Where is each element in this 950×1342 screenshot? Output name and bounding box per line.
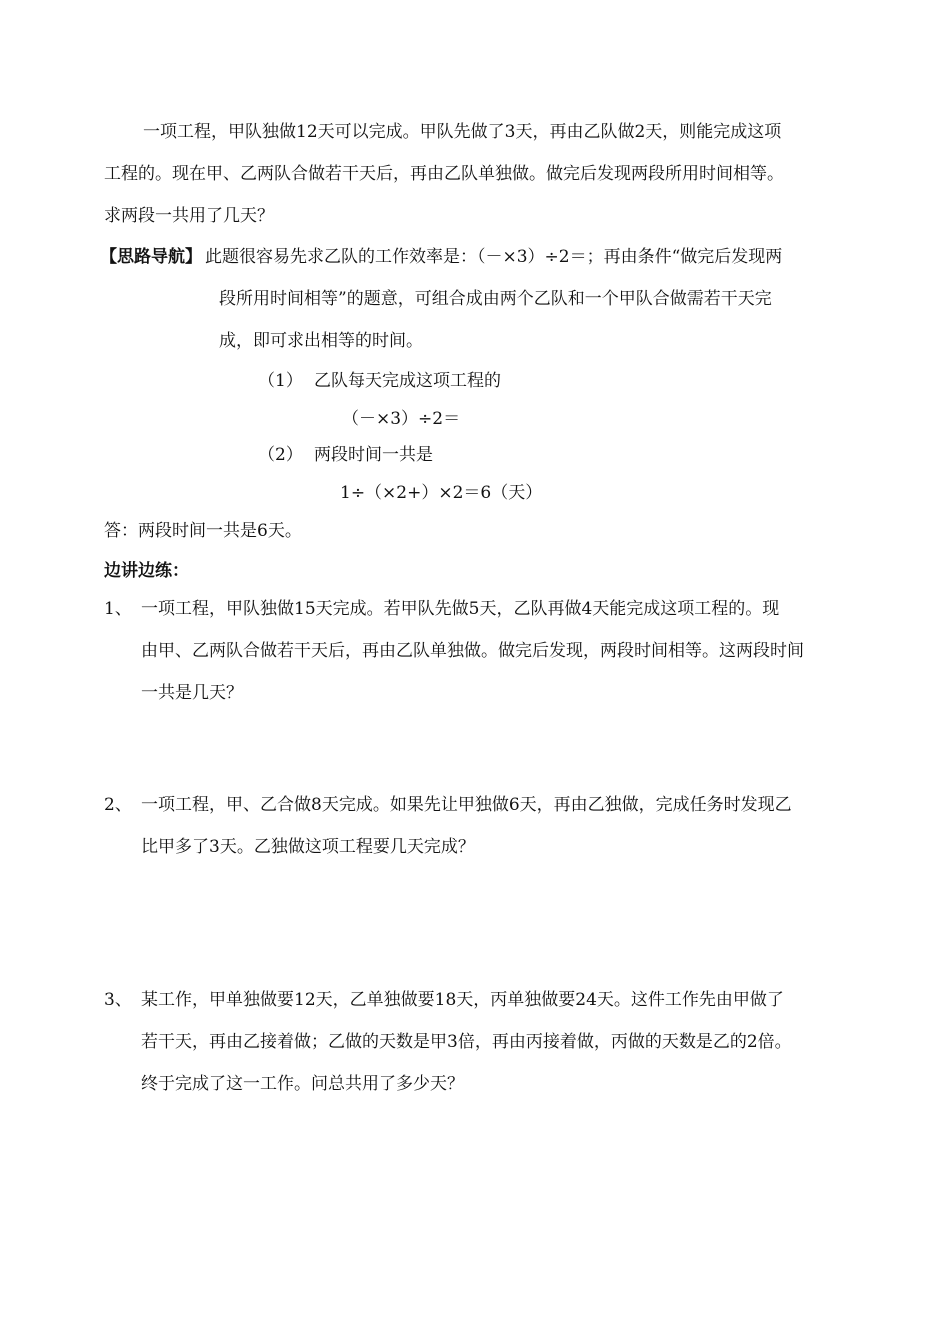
practice-heading: 边讲边练： xyxy=(104,561,189,581)
answer: 答：两段时间一共是6天。 xyxy=(104,521,302,541)
guide-label: 【思路导航】 xyxy=(100,247,202,267)
practice-item-3-line-2: 若干天，再由乙接着做；乙做的天数是甲3倍，再由丙接着做，丙做的天数是乙的2倍。 xyxy=(141,1032,792,1052)
step-number: （2） xyxy=(258,445,303,465)
practice-item-1-line-3: 一共是几天？ xyxy=(141,683,243,703)
step-1-formula: （－×3）÷2＝ xyxy=(342,409,461,429)
step-2-formula: 1÷（×2+）×2＝6（天） xyxy=(340,483,543,503)
guide-line-3: 成，即可求出相等的时间。 xyxy=(219,331,423,351)
practice-item-1-line-1: 一项工程，甲队独做15天完成。若甲队先做5天，乙队再做4天能完成这项工程的。现 xyxy=(141,599,780,619)
practice-item-2-number: 2、 xyxy=(104,795,132,815)
practice-item-2-line-1: 一项工程，甲、乙合做8天完成。如果先让甲独做6天，再由乙独做，完成任务时发现乙 xyxy=(141,795,792,815)
step-number: （1） xyxy=(258,371,303,391)
practice-item-3-number: 3、 xyxy=(104,990,132,1010)
practice-item-3-line-3: 终于完成了这一工作。问总共用了多少天？ xyxy=(141,1074,464,1094)
guide-line-1: 此题很容易先求乙队的工作效率是：（－×3）÷2＝；再由条件“做完后发现两 xyxy=(205,247,783,267)
practice-item-1-line-2: 由甲、乙两队合做若干天后，再由乙队单独做。做完后发现，两段时间相等。这两段时间 xyxy=(141,641,804,661)
problem-line-3: 求两段一共用了几天？ xyxy=(104,206,274,226)
problem-line-1: 一项工程，甲队独做12天可以完成。甲队先做了3天，再由乙队做2天，则能完成这项 xyxy=(143,122,782,142)
guide-line-2: 段所用时间相等”的题意，可组合成由两个乙队和一个甲队合做需若干天完 xyxy=(219,289,772,309)
practice-item-3-line-1: 某工作，甲单独做要12天，乙单独做要18天，丙单独做要24天。这件工作先由甲做了 xyxy=(141,990,784,1010)
step-1 xyxy=(258,369,501,393)
practice-item-1-number: 1、 xyxy=(104,599,132,619)
step-text: 两段时间一共是 xyxy=(314,445,433,465)
step-2 xyxy=(258,443,433,467)
practice-item-2-line-2: 比甲多了3天。乙独做这项工程要几天完成？ xyxy=(141,837,475,857)
problem-line-2: 工程的。现在甲、乙两队合做若干天后，再由乙队单独做。做完后发现两段所用时间相等。 xyxy=(104,164,784,184)
step-text: 乙队每天完成这项工程的 xyxy=(314,371,501,391)
